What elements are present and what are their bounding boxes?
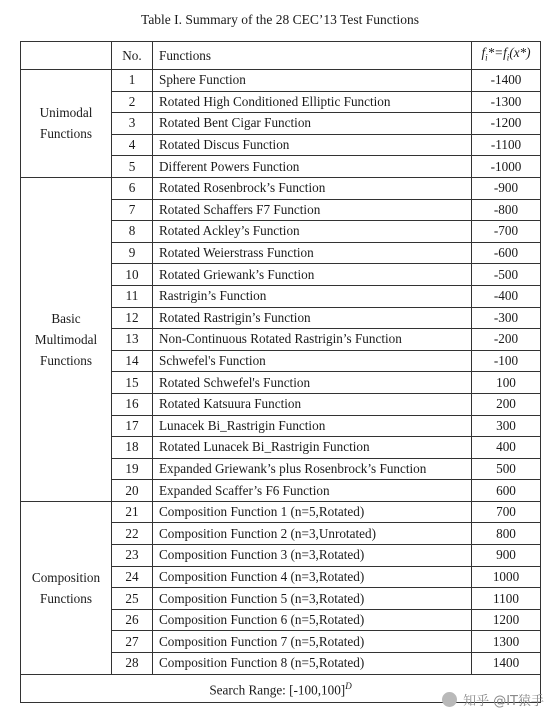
header-no: No. (112, 42, 153, 70)
watermark-text: 知乎 @IT猿手 (463, 694, 544, 709)
function-optimal-value: -1300 (472, 91, 541, 113)
function-optimal-value: -600 (472, 242, 541, 264)
function-name: Composition Function 5 (n=3,Rotated) (153, 588, 472, 610)
function-optimal-value: 700 (472, 501, 541, 523)
function-number: 2 (112, 91, 153, 113)
header-optimal-value (472, 42, 541, 70)
function-optimal-value: 1400 (472, 653, 541, 675)
function-number: 18 (112, 437, 153, 459)
function-optimal-value: 300 (472, 415, 541, 437)
table-row (21, 177, 541, 199)
function-number: 25 (112, 588, 153, 610)
function-name: Different Powers Function (153, 156, 472, 178)
header-optimal-value-text: $f_i*=f_i(x*)$ (481, 45, 531, 63)
function-optimal-value: 1100 (472, 588, 541, 610)
function-name: Expanded Scaffer’s F6 Function (153, 480, 472, 502)
function-name: Composition Function 6 (n=5,Rotated) (153, 609, 472, 631)
function-optimal-value: -1000 (472, 156, 541, 178)
category-cell: Unimodal Functions (21, 70, 112, 178)
function-optimal-value: -100 (472, 350, 541, 372)
function-name: Expanded Griewank’s plus Rosenbrock’s Function (153, 458, 472, 480)
function-number: 12 (112, 307, 153, 329)
function-number: 28 (112, 653, 153, 675)
function-name: Rotated Discus Function (153, 134, 472, 156)
function-optimal-value: -300 (472, 307, 541, 329)
header-category (21, 42, 112, 70)
function-number: 23 (112, 545, 153, 567)
function-optimal-value: -800 (472, 199, 541, 221)
function-optimal-value: 800 (472, 523, 541, 545)
function-name: Rotated Bent Cigar Function (153, 113, 472, 135)
function-number: 16 (112, 393, 153, 415)
function-name: Schwefel's Function (153, 350, 472, 372)
function-optimal-value: -700 (472, 221, 541, 243)
header-functions: Functions (153, 42, 472, 70)
function-optimal-value: -500 (472, 264, 541, 286)
function-number: 22 (112, 523, 153, 545)
function-name: Rotated Rosenbrock’s Function (153, 177, 472, 199)
function-name: Rastrigin’s Function (153, 285, 472, 307)
function-number: 8 (112, 221, 153, 243)
function-name: Rotated Rastrigin’s Function (153, 307, 472, 329)
watermark (442, 690, 544, 709)
header-row (21, 42, 541, 70)
function-optimal-value: 1300 (472, 631, 541, 653)
function-optimal-value: 400 (472, 437, 541, 459)
function-number: 20 (112, 480, 153, 502)
function-number: 19 (112, 458, 153, 480)
function-number: 13 (112, 329, 153, 351)
function-number: 6 (112, 177, 153, 199)
function-number: 21 (112, 501, 153, 523)
function-name: Rotated Schwefel's Function (153, 372, 472, 394)
function-number: 15 (112, 372, 153, 394)
function-optimal-value: -1200 (472, 113, 541, 135)
function-number: 26 (112, 609, 153, 631)
function-optimal-value: -900 (472, 177, 541, 199)
function-number: 24 (112, 566, 153, 588)
function-name: Rotated High Conditioned Elliptic Function (153, 91, 472, 113)
function-name: Composition Function 7 (n=5,Rotated) (153, 631, 472, 653)
function-name: Composition Function 4 (n=3,Rotated) (153, 566, 472, 588)
function-name: Rotated Weierstrass Function (153, 242, 472, 264)
function-name: Rotated Schaffers F7 Function (153, 199, 472, 221)
function-name: Rotated Griewank’s Function (153, 264, 472, 286)
function-optimal-value: -200 (472, 329, 541, 351)
function-number: 5 (112, 156, 153, 178)
table-row (21, 70, 541, 92)
function-name: Non-Continuous Rotated Rastrigin’s Function (153, 329, 472, 351)
function-optimal-value: 1200 (472, 609, 541, 631)
function-number: 27 (112, 631, 153, 653)
table-body (21, 70, 541, 675)
function-optimal-value: 600 (472, 480, 541, 502)
function-optimal-value: 1000 (472, 566, 541, 588)
function-name: Composition Function 3 (n=3,Rotated) (153, 545, 472, 567)
function-number: 3 (112, 113, 153, 135)
zhihu-logo-icon (442, 692, 457, 707)
function-number: 9 (112, 242, 153, 264)
category-cell: Composition Functions (21, 501, 112, 674)
function-name: Rotated Lunacek Bi_Rastrigin Function (153, 437, 472, 459)
function-optimal-value: -400 (472, 285, 541, 307)
function-number: 17 (112, 415, 153, 437)
function-number: 11 (112, 285, 153, 307)
function-number: 10 (112, 264, 153, 286)
function-number: 1 (112, 70, 153, 92)
function-optimal-value: 500 (472, 458, 541, 480)
function-number: 4 (112, 134, 153, 156)
function-name: Composition Function 8 (n=5,Rotated) (153, 653, 472, 675)
table-caption: Table I. Summary of the 28 CEC’13 Test Functions (141, 12, 419, 27)
function-optimal-value: 200 (472, 393, 541, 415)
function-name: Lunacek Bi_Rastrigin Function (153, 415, 472, 437)
function-optimal-value: 900 (472, 545, 541, 567)
function-name: Rotated Katsuura Function (153, 393, 472, 415)
function-name: Composition Function 1 (n=5,Rotated) (153, 501, 472, 523)
function-name: Composition Function 2 (n=3,Unrotated) (153, 523, 472, 545)
function-name: Sphere Function (153, 70, 472, 92)
category-cell: Basic Multimodal Functions (21, 177, 112, 501)
function-number: 7 (112, 199, 153, 221)
function-optimal-value: 100 (472, 372, 541, 394)
function-number: 14 (112, 350, 153, 372)
function-name: Rotated Ackley’s Function (153, 221, 472, 243)
function-optimal-value: -1100 (472, 134, 541, 156)
search-range-text: Search Range: [-100,100] (209, 682, 346, 698)
function-optimal-value: -1400 (472, 70, 541, 92)
functions-table (20, 41, 541, 703)
search-range-superscript: D (345, 680, 352, 691)
table-row (21, 501, 541, 523)
